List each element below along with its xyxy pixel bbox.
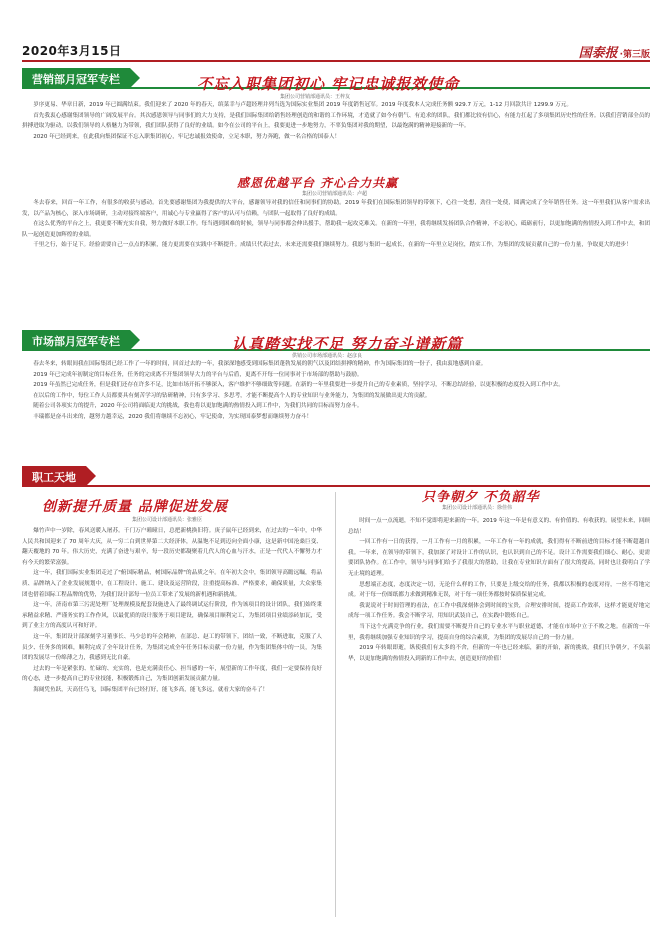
paragraph: 千里之行，始于足下。经验需要自己一点点的积累，能力更需要在实践中不断提升。成绩只代表过去，未来还需要我们继续努力。我愿与集团一起成长，在新的一年里立足岗位，踏实工作，为集团的发展贡献自己的一份力量，争取更大的进步！ — [33, 242, 632, 249]
section-staff-corner — [22, 466, 650, 921]
article-body-right — [348, 516, 650, 664]
article-body — [22, 100, 650, 142]
article-title: 认真踏实找不足 努力奋斗谱新篇 — [232, 335, 463, 353]
paragraph: 在这么优秀的平台之上，我更要不断充实自我，努力做好本职工作。每当遇到困难的时候，领导与同事都会伸出援手，帮助我一起攻克难关。在新的一年里，我将继续发扬团队合作精神，不忘初心，砥砺前行，以更加饱满的热情投入到工作中去，和团队一起创造更加辉煌的业绩。 — [22, 221, 650, 238]
section-label: 市场部月冠军专栏 — [22, 330, 130, 350]
page-header — [22, 40, 650, 62]
paragraph: 丰瑞都是奋斗出来的，越努力越幸运，2020 我们将继续不忘初心，牢记使命，为实现国泰梦想而继续努力奋斗！ — [33, 413, 313, 420]
paragraph: 岁序更易、华章日新，2019 年已圆满结束。我们迎来了 2020 年的春天，缤菜幸与卢超经理并列当选为国际实业集团 2019 年度销售冠军。2019 年度我本人完成任务额 929.7 万元，1-12 月回款共计 1299.9 万元。 — [33, 102, 572, 108]
column-divider — [335, 492, 336, 917]
paragraph: 随着公司各项实力的提升，2020 年公司将面临更大的挑战，我也将以更加饱满的热情投入到工作中，为我们共同的目标而努力奋斗。 — [33, 403, 363, 410]
paragraph: 这一年，集团设计部深刻学习董事长、马少总的年会精神，在部总、赵工的带领下，团结一致，不断进取，克服了人员少、任务多的困难，顺利完成了全年设计任务，为集团完成全年任务目标贡献一份力量，作为集团集体中的一员，为集团的发展尽一份绵薄之力，我感到无比自豪。 — [22, 633, 322, 662]
issue-date: 2020年3月15日 — [22, 44, 122, 58]
article-body-left — [22, 526, 322, 696]
section-label: 营销部月冠军专栏 — [22, 68, 130, 88]
paragraph: 海阔凭鱼跃，天高任鸟飞，国际集团平台已经打好，能飞多高，能飞多远，就看大家的奋斗了！ — [33, 686, 269, 693]
paragraph: 春去冬来，转眼间我在国际集团已经工作了一年的时间，回首过去的一年，我深深地感受到国际集团蓬勃发展的朝气以及团结拼搏的精神，作为国际集团的一份子，我由衷地感到自豪。 — [33, 361, 487, 367]
paragraph: 爆竹声中一岁除，春风送暖入屠苏。千门万户曈曈日，总把新桃换旧符。庚子鼠年已经到来，在过去的一年中，中华人民共和国迎来了 70 周年大庆，从一穷二白到世界第二大经济体，从温饱不足到迈向全面小康，这是新中国沧桑巨变、翻天覆地的 70 年。伟大历史，充满了奋进与艰辛，每一段历史都凝聚着几代人的心血与汗水，正是一代代人不懈努力才有今天的繁荣富强。 — [22, 528, 322, 566]
paragraph: 2019 年虽然已完成任务，但是我们还存在许多不足，比如市场开拓不够深入，客户维护不够细致等问题。在新的一年里我要进一步提升自己的专业素质，坚持学习，不断总结经验，以更积极的态度投入到工作中去。 — [33, 382, 564, 389]
article-byline: 集团公司营销部通讯员：卢超 — [302, 191, 368, 197]
paragraph: 这一年，我们国际实业集团走过了"俯国际精品，树国际品牌"的品质之年。在年初大会中，集团领导高瞻远瞩，将品质、品牌纳入了企业发展规划中，在工程设计、施工、建设及运营阶段，注重提高标准、严格要求，确保质量，大众家集团也借着国际工程品牌的优势，为我们设计部每一位员工带来了发展的新机遇和新挑战。 — [22, 570, 322, 598]
article-title: 不忘入职集团初心 牢记忠诚报效使命 — [197, 75, 460, 93]
section-market-champion — [22, 330, 650, 462]
paragraph: 一回工作有一日的获得，一月工作有一月的积累，一年工作有一年的成就，我们得有不断前进的目标才能不断超越自我。一年来，在领导的带领下，我加深了对设计工作的认识，也认识到自己的不足。设计工作需要我们细心、耐心，更需要团队协作。在工作中，领导与同事们给予了我很大的帮助，让我在专业知识方面有了很大的提高，同时也让我明白了学无止境的道理。 — [348, 539, 650, 577]
article-byline: 集团公司设计部通讯员：徐佳伟 — [442, 505, 513, 511]
paragraph: 时间一点一点流逝，不知不觉即将迎来新的一年。2019 年这一年是有意义的、有价值的、有收获的。展望未来，回顾总结！ — [348, 518, 650, 535]
article-byline: 集团公司设计部通讯员：张雅臣 — [132, 517, 203, 523]
paragraph: 冬去春来，回首一年工作，有很多的收获与感动。首先要感谢集团为我提供的大平台，感谢领导对我的信任和同事们的协助。2019 年我们在国际集团领导的带领下，心往一处想，劲往一处使，圆满完成了全年销售任务。这一年里我们从客户需求出发，以产品为核心，深入市场调研，主动对接终端客户，用诚心与专业赢得了客户的认可与信赖，与团队一起取得了良好的成绩。 — [22, 200, 650, 217]
paragraph: 在以后的工作中，每位工作人员都要具有刻苦学习的钻研精神，只有多学习、多思考，才能不断提高个人的专业知识与业务能力，为集团的发展做出更大的贡献。 — [33, 392, 431, 399]
paragraph: 我说说对于时间管理的看法，在工作中我深刻体会到时间的宝贵，合理安排时间，提高工作效率，这样才能更好地完成每一项工作任务。我会不断学习，用知识武装自己，在实践中锻炼自己。 — [348, 602, 650, 620]
article-title: 感恩优越平台 齐心合力共赢 — [237, 176, 399, 190]
paragraph: 2019 年转眼即逝，纵使我们有太多的不舍，但新的一年也已经来临，新的开始，新的挑战，我们只争朝夕，不负韶华，以更加饱满的热情投入到新的工作中去，创造更好的价值！ — [348, 645, 650, 662]
article-title: 只争朝夕 不负韶华 — [422, 490, 540, 505]
paragraph: 思想端正态度，态度决定一切，无论什么样的工作，只要是上级交给的任务，我都以积极的态度对待，一丝不苟地完成。对于每一份图纸都力求做到精准无误，对于每一项任务都按时保质保量完成。 — [348, 581, 650, 599]
page-label: ·第三版 — [619, 50, 650, 60]
paragraph: 过去的一年是紧张的、忙碌的、充实的，也是充满责任心、担当感的一年，展望新的工作年度，我们一定要保持良好的心态，进一步提高自己的专业技能，积极锻炼自己，为集团创新发展贡献力量。 — [22, 665, 322, 683]
paragraph: 当下这个充满竞争的行业，我们需要不断提升自己的专业水平与职业道德，才能在市场中立于不败之地。在新的一年里，我将继续加强专业知识的学习，提高自身的综合素质，为集团的发展尽自己的一份力量。 — [348, 623, 650, 641]
article-body — [22, 359, 650, 423]
section-sales-champion — [22, 68, 650, 284]
article-title: 创新提升质量 品牌促进发展 — [42, 499, 228, 515]
article-byline: 供销公司市场部通讯员：赵彦良 — [292, 353, 363, 359]
paragraph: 首先我衷心感谢集团领导的广阔发展平台。其次感恩领导与同事们的大力支持，是我们国际集团给销售经理创造的和谐的工作环境，才造就了如今有朝气、有追求的团队，我们都比较有信心，有能力扛起了多项集团历史性的任务。以我们营销部全员的拼搏进取为驱动，以我们领导的人格魅力为带领，我们团队获得了良好的业绩。如今在公司的平台上，我要更进一步地努力，不辜负集团对我的期望，以最饱满的精神迎接新的一年。 — [22, 112, 650, 130]
masthead — [579, 42, 650, 61]
article-byline: 集团公司营销部通讯员：王梓友 — [280, 94, 351, 100]
section-rule — [22, 485, 650, 487]
section-label: 职工天地 — [22, 466, 86, 486]
paragraph: 2019 年已完成年初制定的目标任务，任务的完成离不开集团领导大力的平台与后盾，更离不开每一位同事对于市场部的帮助与鼓励。 — [33, 371, 363, 378]
masthead-logo: 国泰报 — [578, 46, 618, 61]
paragraph: 这一年，济南市第三污泥处理厂处理规模及配套设施进入了最终调试运行阶段，作为该项目的设计团队，我们始终秉承精益求精、严谨务实的工作作风，以最优质的设计服务于项目建设，确保项目顺利完工，为集团项目业绩添砖加瓦，受到了业主方的高度认可和好评。 — [22, 602, 322, 630]
article-body — [22, 198, 650, 251]
paragraph: 2020 年已经到来，在此我向集团保证不忘入职集团初心，牢记忠诚报效使命，立足本职，努力奔跑，做一名合格的国泰人！ — [33, 133, 341, 140]
